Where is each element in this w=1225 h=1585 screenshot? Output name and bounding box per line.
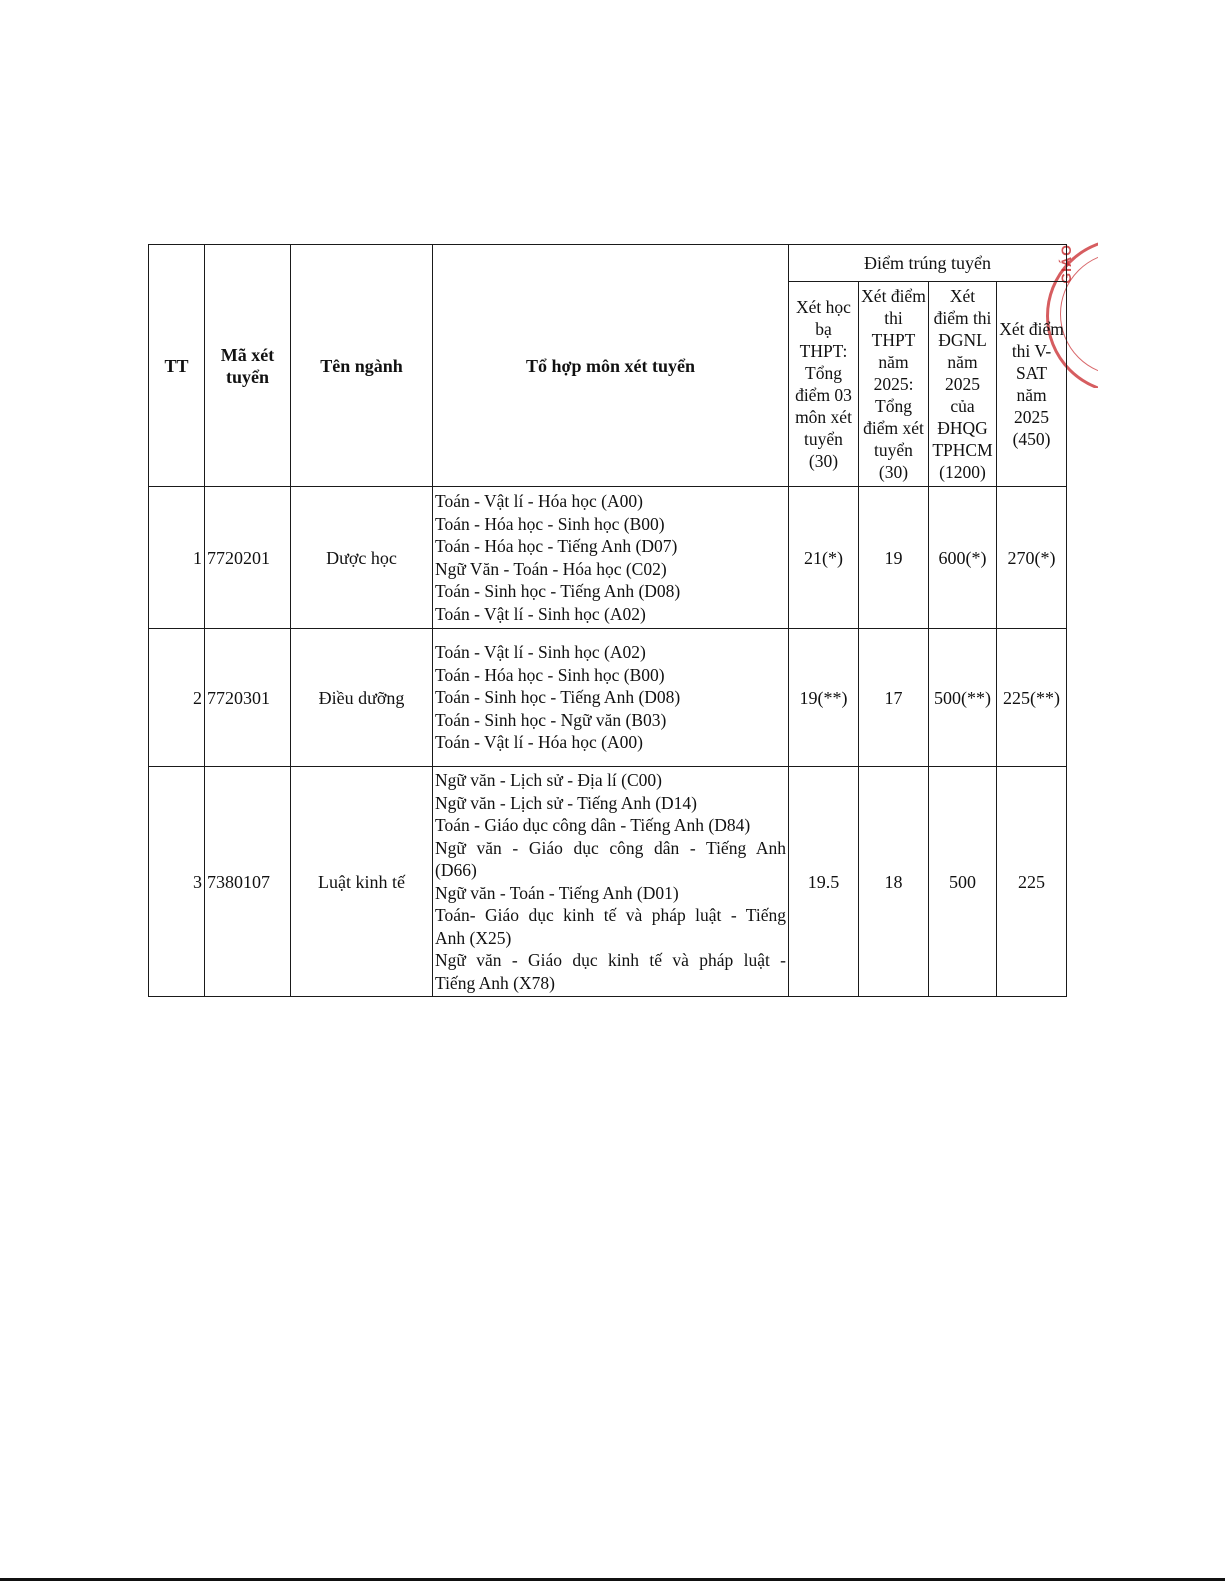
score-hocba: 21(*) xyxy=(789,487,859,629)
combo-item: Toán - Hóa học - Sinh học (B00) xyxy=(435,664,665,685)
header-score-group: Điểm trúng tuyển xyxy=(789,245,1067,282)
row-major: Dược học xyxy=(291,487,433,629)
row-combos xyxy=(433,767,789,997)
table-row xyxy=(149,487,1067,629)
row-code: 7380107 xyxy=(205,767,291,997)
seal-text: GIÁO xyxy=(1058,244,1074,284)
row-tt: 3 xyxy=(149,767,205,997)
combo-item: Tiếng Anh (X78) xyxy=(435,972,555,993)
header-major: Tên ngành xyxy=(291,245,433,487)
combo-item: (D66) xyxy=(435,860,477,880)
combo-item: Toán - Giáo dục công dân - Tiếng Anh (D84) xyxy=(435,815,751,835)
score-vsat: 270(*) xyxy=(997,487,1067,629)
score-thpt: 19 xyxy=(859,487,929,629)
combo-item: Toán - Sinh học - Ngữ văn (B03) xyxy=(435,709,667,730)
combo-item: Anh (X25) xyxy=(435,927,512,948)
combo-item: Toán - Sinh học - Tiếng Anh (D08) xyxy=(435,581,681,601)
combo-item: Toán- Giáo dục kinh tế và pháp luật - Tiếng xyxy=(435,905,786,925)
row-tt: 1 xyxy=(149,487,205,629)
row-major: Luật kinh tế xyxy=(291,767,433,997)
score-thpt: 17 xyxy=(859,629,929,767)
score-thpt: 18 xyxy=(859,767,929,997)
header-score-thpt: Xét điểm thi THPT năm 2025: Tổng điểm xét tuyển (30) xyxy=(859,282,929,487)
header-combos: Tổ hợp môn xét tuyển xyxy=(433,245,789,487)
score-hocba: 19(**) xyxy=(789,629,859,767)
header-row-1 xyxy=(149,245,1067,282)
score-dgnl: 600(*) xyxy=(929,487,997,629)
combo-item: Toán - Hóa học - Tiếng Anh (D07) xyxy=(435,536,678,556)
combo-item: Ngữ văn - Toán - Tiếng Anh (D01) xyxy=(435,882,679,903)
score-vsat: 225 xyxy=(997,767,1067,997)
admission-score-table xyxy=(148,244,1067,997)
score-dgnl: 500(**) xyxy=(929,629,997,767)
combo-item: Toán - Sinh học - Tiếng Anh (D08) xyxy=(435,687,681,708)
combo-item: Toán - Vật lí - Sinh học (A02) xyxy=(435,603,646,624)
combo-item: Toán - Vật lí - Sinh học (A02) xyxy=(435,642,646,663)
combo-item: Ngữ văn - Giáo dục công dân - Tiếng Anh xyxy=(435,837,786,858)
row-code: 7720201 xyxy=(205,487,291,629)
header-score-vsat: Xét điểm thi V-SAT năm 2025 (450) xyxy=(997,282,1067,487)
table-row xyxy=(149,767,1067,997)
row-combos xyxy=(433,629,789,767)
table-row xyxy=(149,629,1067,767)
row-tt: 2 xyxy=(149,629,205,767)
row-combos xyxy=(433,487,789,629)
combo-item: Toán - Vật lí - Hóa học (A00) xyxy=(435,732,643,753)
score-dgnl: 500 xyxy=(929,767,997,997)
header-score-hocba: Xét học bạ THPT: Tổng điểm 03 môn xét tuyển (30) xyxy=(789,282,859,487)
header-code: Mã xét tuyển xyxy=(205,245,291,487)
combo-item: Ngữ văn - Lịch sử - Địa lí (C00) xyxy=(435,770,662,790)
combo-item: Toán - Hóa học - Sinh học (B00) xyxy=(435,513,665,534)
row-code: 7720301 xyxy=(205,629,291,767)
header-tt: TT xyxy=(149,245,205,487)
bottom-edge-line xyxy=(0,1578,1225,1581)
row-major: Điều dưỡng xyxy=(291,629,433,767)
score-hocba: 19.5 xyxy=(789,767,859,997)
header-score-dgnl: Xét điểm thi ĐGNL năm 2025 của ĐHQG TPHCM (1200) xyxy=(929,282,997,487)
score-vsat: 225(**) xyxy=(997,629,1067,767)
combo-item: Ngữ văn - Giáo dục kinh tế và pháp luật - xyxy=(435,950,786,970)
combo-item: Ngữ văn - Lịch sử - Tiếng Anh (D14) xyxy=(435,792,698,813)
combo-item: Toán - Vật lí - Hóa học (A00) xyxy=(435,491,643,511)
combo-item: Ngữ Văn - Toán - Hóa học (C02) xyxy=(435,558,667,579)
